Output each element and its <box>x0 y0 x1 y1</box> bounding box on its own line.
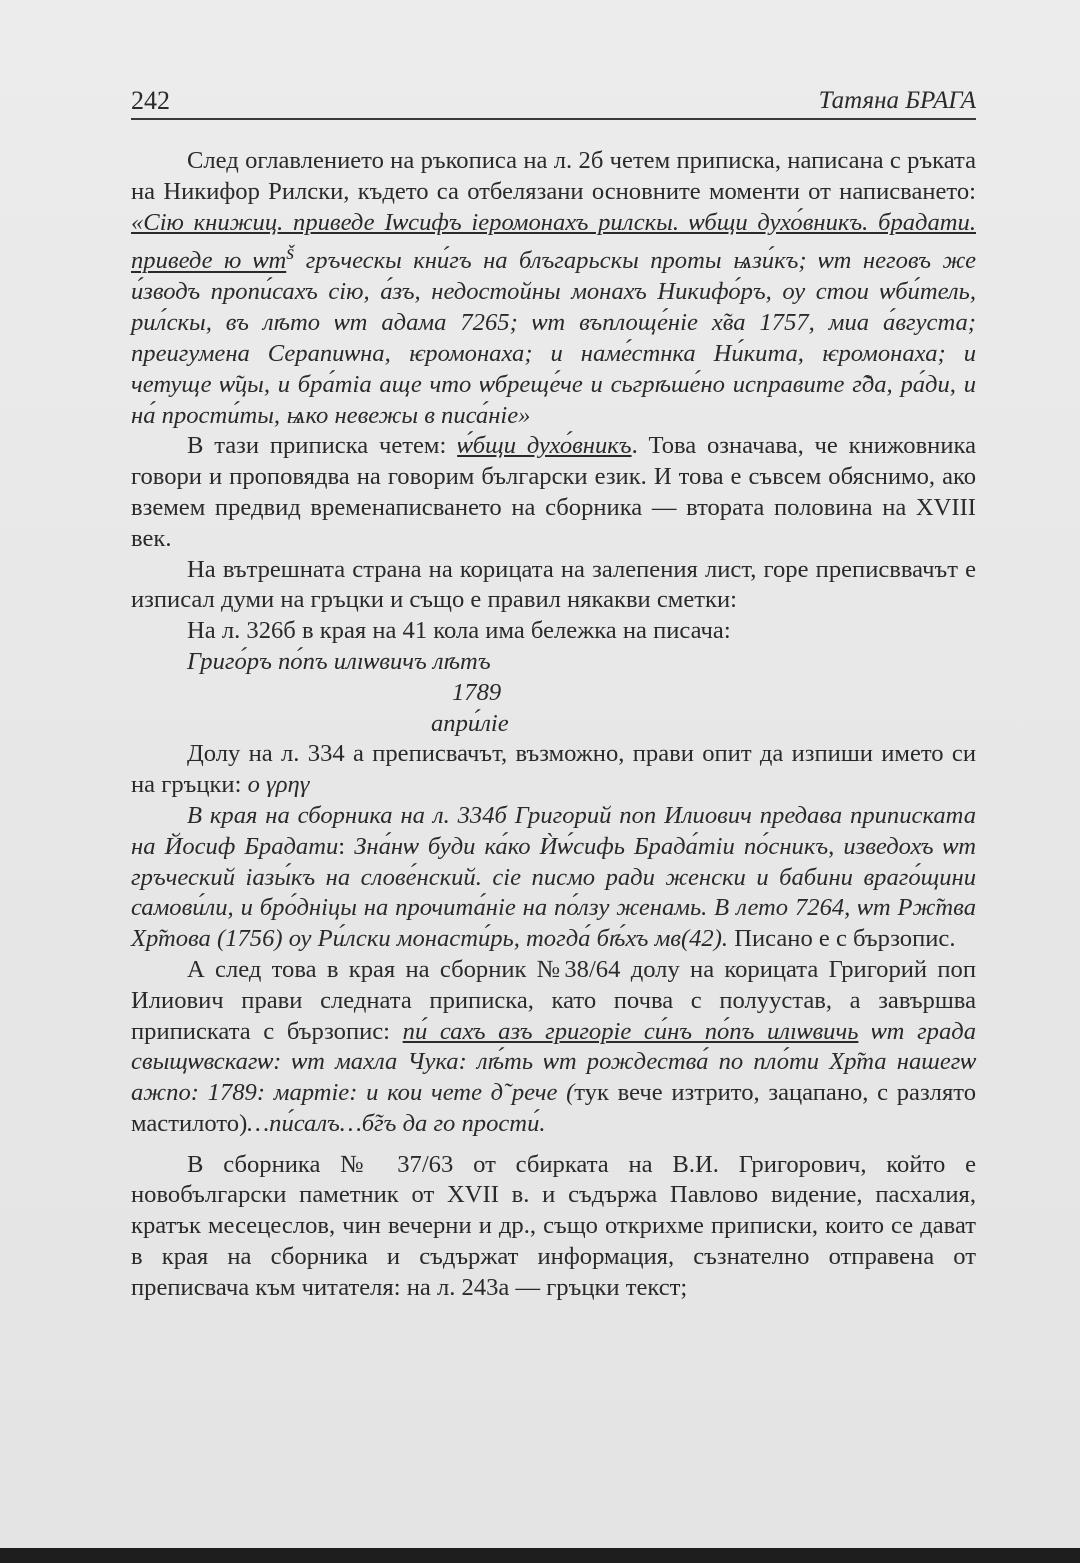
body-text <box>131 146 976 1304</box>
quote-part-1: «Сію книжиц. приведе Іѡсифъ іеромонахъ рилскы. ѡбщи духо́вникъ. брадати. приведе ю ѡт <box>131 208 976 275</box>
paragraph-7 <box>131 955 976 1140</box>
colophon-month: апри́ліе <box>431 709 509 737</box>
paragraph-7-ending: …пи́салъ…б̃гъ да го прости́. <box>247 1109 546 1137</box>
paragraph-3: На вътрешната страна на корицата на залепения лист, горе преписввачът е изписал думи на гръцки и също е правил някакви сметки: <box>131 555 976 614</box>
paragraph-6-quote: Зна́нѡ буди ка́ко Ѝѡ́сифь Брада́тіи по́сникъ, изведохъ ѡт гръческий іазы́къ на слове́нский. сіе писмо ради женски и бабини враго́щини самови́ли, и бро́дніцы на прочита́ніе на по́лзу женамь. В лето 7264, ѡт Рж̃тва Хр̃това (1756) оу Ри́лски монасти́рь, тогда́ бѣ́хъ мв(42). <box>131 832 977 953</box>
paragraph-1-text: След оглавлението на ръкописа на л. 2б четем приписка, написана с ръката на Никифор Рилски, където са отбелязани основните моменти от написването: <box>131 147 976 205</box>
colophon-line-1: Григо́ръ по́пъ илıѡвичъ лѣтъ <box>187 647 491 675</box>
paragraph-2-text-a: В тази приписка четем: <box>187 432 458 460</box>
paragraph-5-text: Долу на л. 334 а преписвачът, възможно, прави опит да изпиши името си на гръцки: <box>131 740 976 799</box>
scan-bottom-edge <box>0 1548 1080 1563</box>
page-number: 242 <box>131 86 170 115</box>
paragraph-2 <box>131 431 976 554</box>
paragraph-2-text-b: . Това означава, че книжовника говори и проповядва на говорим български език. И това е съвсем обяснимо, ако вземем предвид временаписването на сборника — втората половина на XVIII век. <box>131 432 976 552</box>
paragraph-6-text-b: Писано е с бързопис. <box>728 925 956 953</box>
paragraph-4: На л. 326б в края на 41 кола има бележка на писача: <box>187 617 731 645</box>
paragraph-6-text-a: В края на сборника на л. 334б Григорий поп Илиович предава приписката на Йосиф Брадати <box>131 801 976 860</box>
page-header <box>131 84 976 120</box>
underlined-term: ѡ́бщи духо́вникъ <box>457 432 632 460</box>
running-head: Татяна БРАГА <box>818 87 976 114</box>
paragraph-6 <box>131 801 976 955</box>
paragraph-7-text-a: А след това в края на сборник №38/64 долу на корицата Григорий поп Илиович прави следната приписка, като почва с полуустав, а завършва приписката с бързопис: <box>131 955 976 1045</box>
paragraph-7-note: тук вече изтрито, зацапано, с разлято мастилото) <box>131 1079 976 1137</box>
quote-superscript: š <box>286 242 295 265</box>
quote-part-2: гръческы кни́гъ на блъгарьскы проты ѩзи́къ; ѡт неговъ же и́зводъ пропи́сахъ сію, а́зъ, недостойны монахъ Никифо́ръ, оу стои ѡби́тель, рил́скы, въ лѣто ѡт адама 7265; ѡт въплоще́ніе х̃ва 1757, миа а́вгуста; преигумена Серапиѡна, ѥромонаха; и наме́стнка Ни́кита, ѥромонаха; и четуще ѡ̃цы, и бра́тіа аще что ѡбреще́че и сьгрѣше́но исправите г̃да, ра́ди, и на́ прости́ты, ѩко невежы в писа́ніе» <box>131 247 976 429</box>
paragraph-5 <box>131 739 976 801</box>
paragraph-1 <box>131 146 976 431</box>
header-rule <box>131 118 976 120</box>
paragraph-6-colon: : <box>338 832 355 860</box>
paragraph-7-underlined: пи́ сахъ азъ григоріе си́нъ по́пъ илıѡвичь <box>402 1017 859 1045</box>
colophon-year: 1789 <box>452 678 502 706</box>
paragraph-7-quote: ѡт града свыщѡвскагѡ: ѡт махла Чука: лѣ́ть ѡт рождества́ по пло́ти Хр̃та нашегѡ ажпо: 1789: мартіе: и кои чете д̃ рече ( <box>131 1017 976 1107</box>
paragraph-8: В сборника № 37/63 от сбирката на В.И. Григорович, който е новобългарски паметник от XVII в. и съдържа Павлово видение, пасхалия, кратък месецеслов, чин вечерни и др., също открихме приписки, които се дават в края на сборника и съдържат информация, съзнателно отправена от преписвача към читателя: на л. 243а — гръцки текст; <box>131 1150 976 1301</box>
greek-name: ο γρηγ <box>247 771 310 799</box>
